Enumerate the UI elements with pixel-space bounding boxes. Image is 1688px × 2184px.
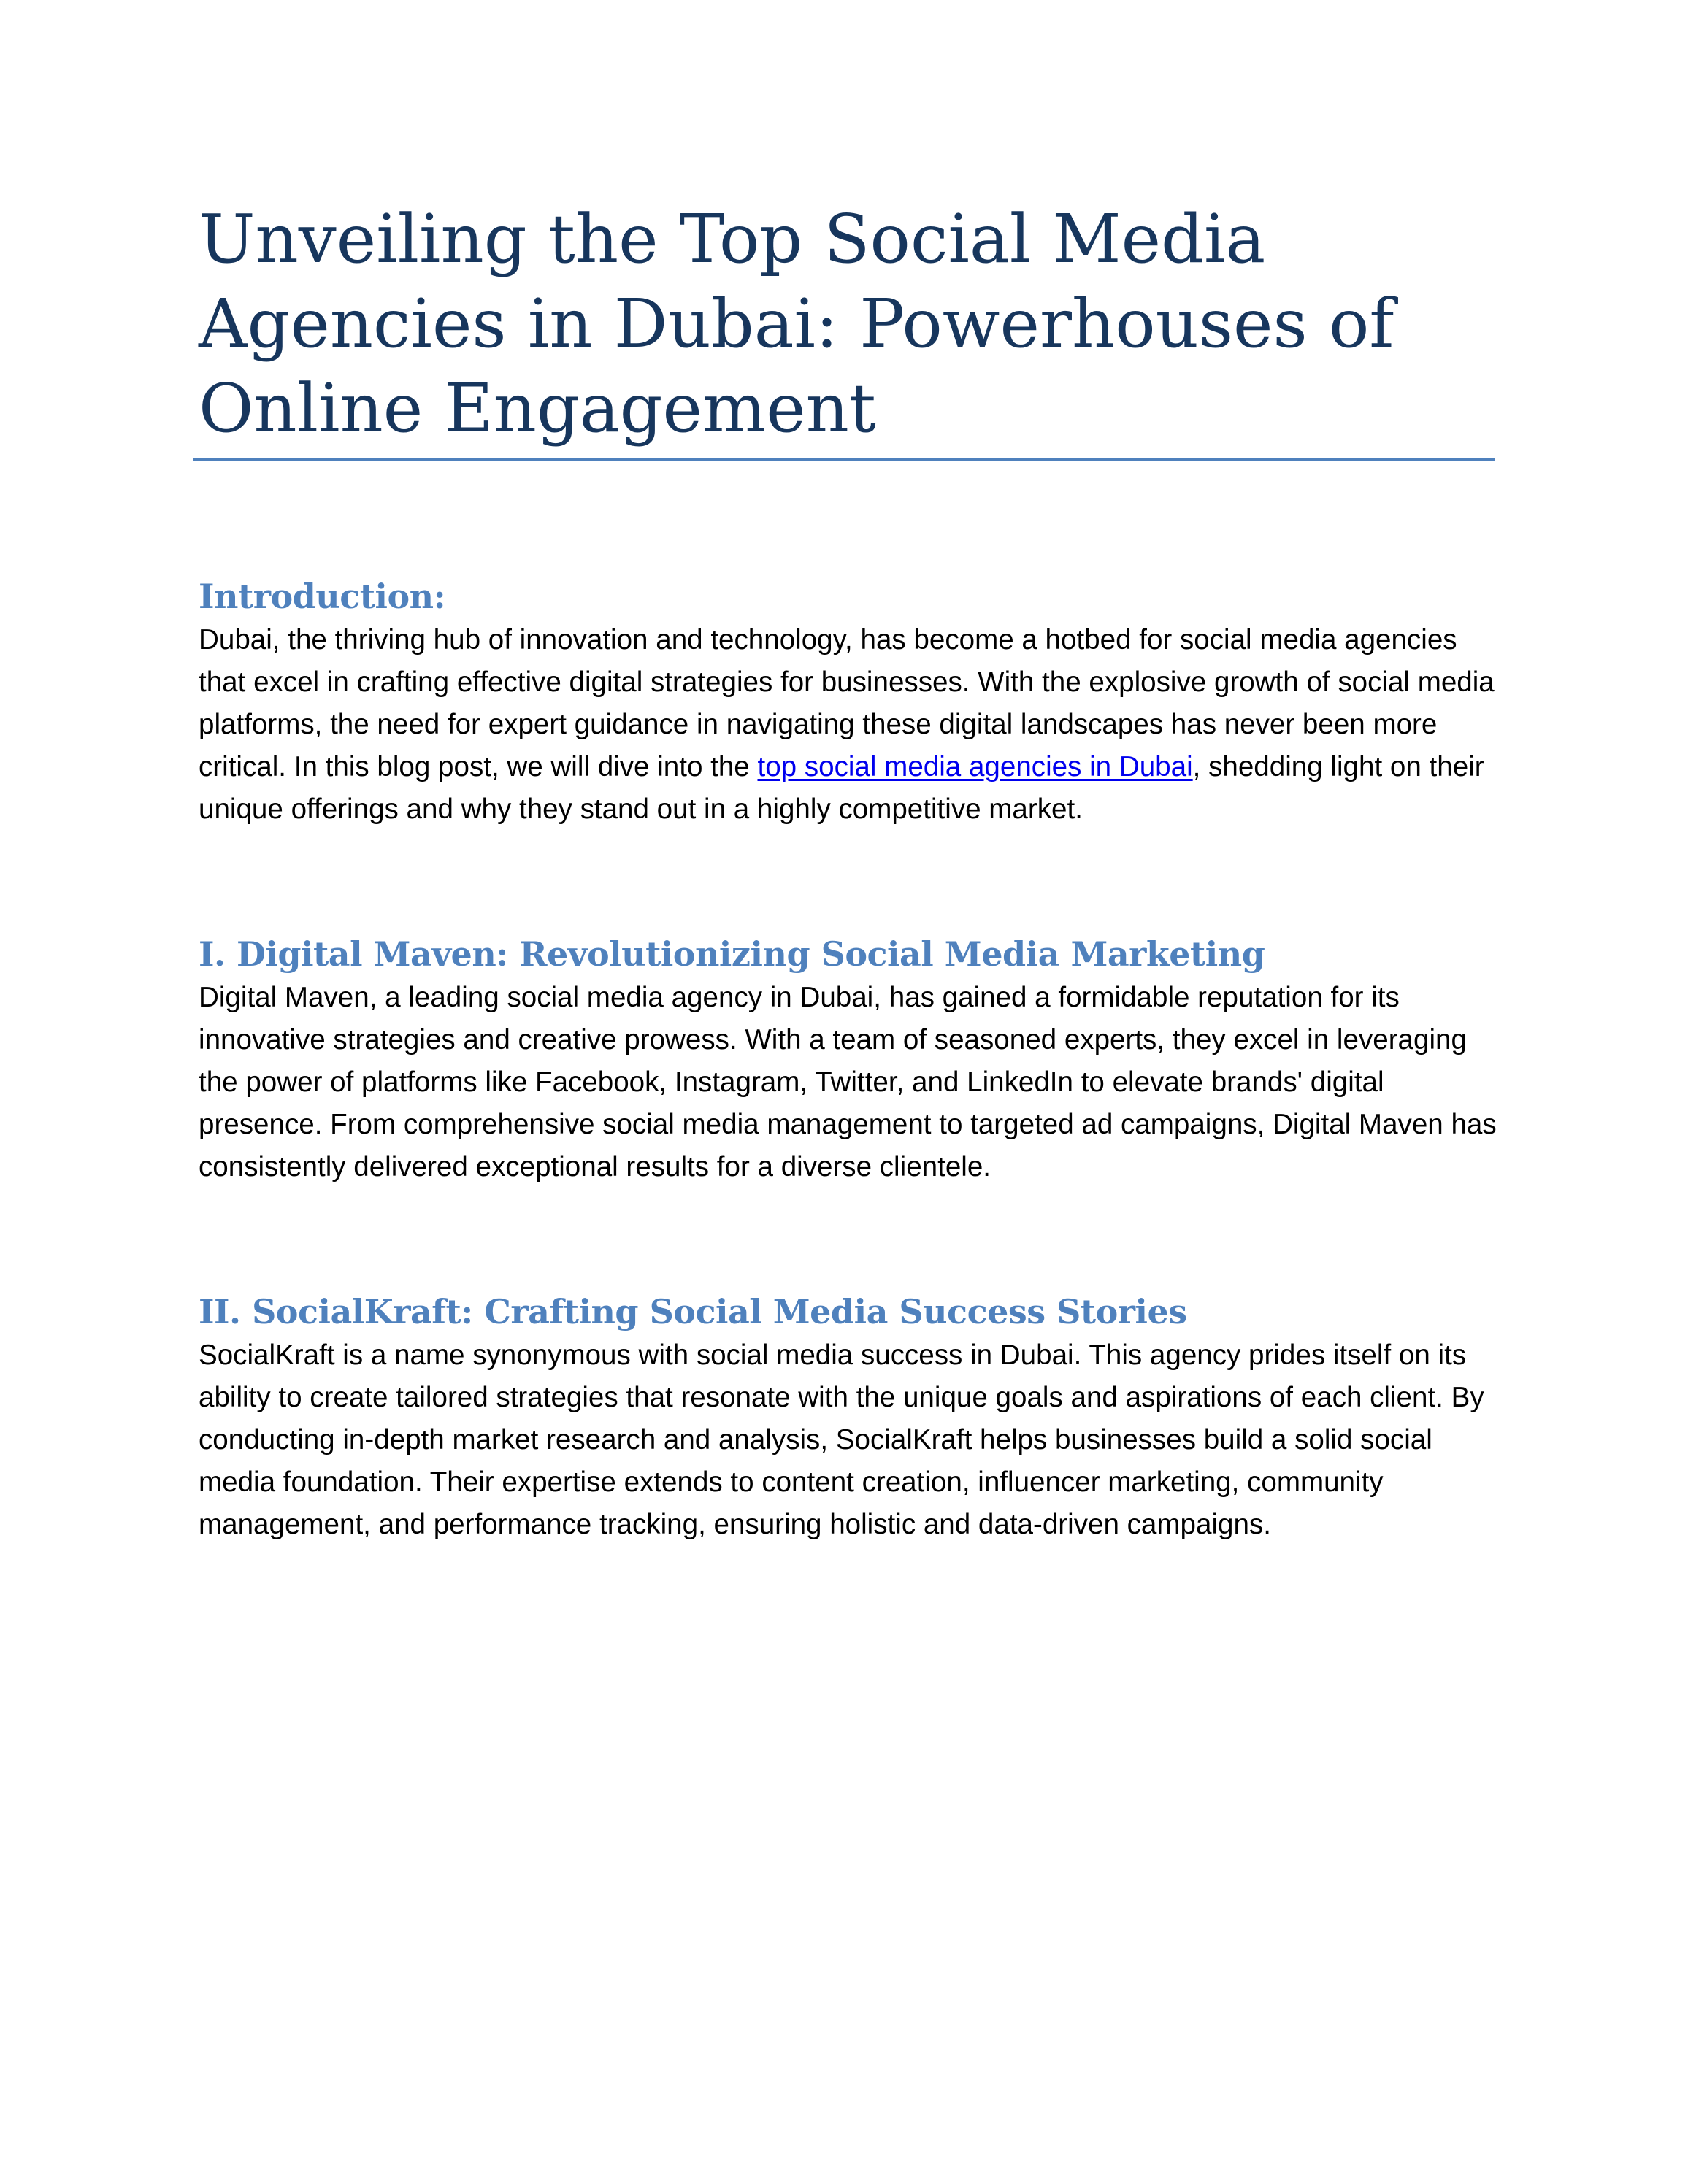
introduction-paragraph xyxy=(199,619,1498,831)
socialkraft-section xyxy=(199,1289,1498,1546)
introduction-text-after-link: , shedding light on their unique offerings and why they stand out in a highly competitive market. xyxy=(199,751,1484,825)
digital-maven-section xyxy=(199,931,1498,1188)
socialkraft-heading: II. SocialKraft: Crafting Social Media Success Stories xyxy=(199,1292,1187,1331)
introduction-heading: Introduction: xyxy=(199,577,446,616)
digital-maven-heading: I. Digital Maven: Revolutionizing Social Media Marketing xyxy=(199,934,1265,974)
introduction-text-before-link: Dubai, the thriving hub of innovation and technology, has become a hotbed for social media agencies that excel in crafting effective digital strategies for businesses. With the explosive growth of social media platforms, the need for expert guidance in navigating these digital landscapes has never been more critical. In this blog post, we will dive into the xyxy=(199,624,1495,783)
top-agencies-link[interactable]: top social media agencies in Dubai xyxy=(757,751,1193,783)
digital-maven-paragraph: Digital Maven, a leading social media agency in Dubai, has gained a formidable reputation for its innovative strategies and creative prowess. With a team of seasoned experts, they excel in leveraging the power of platforms like Facebook, Instagram, Twitter, and LinkedIn to elevate brands' digital presence. From comprehensive social media management to targeted ad campaigns, Digital Maven has consistently delivered exceptional results for a diverse clientele. xyxy=(199,982,1497,1183)
document-title: Unveiling the Top Social Media Agencies in Dubai: Powerhouses of Online Engagement xyxy=(199,200,1394,447)
introduction-section xyxy=(199,574,1498,831)
socialkraft-paragraph: SocialKraft is a name synonymous with social media success in Dubai. This agency prides itself on its ability to create tailored strategies that resonate with the unique goals and aspirations of each client. By conducting in-depth market research and analysis, SocialKraft helps businesses build a solid social media foundation. Their expertise extends to content creation, influencer marketing, community management, and performance tracking, ensuring holistic and data-driven campaigns. xyxy=(199,1339,1484,1540)
title-underline-rule xyxy=(193,458,1495,461)
